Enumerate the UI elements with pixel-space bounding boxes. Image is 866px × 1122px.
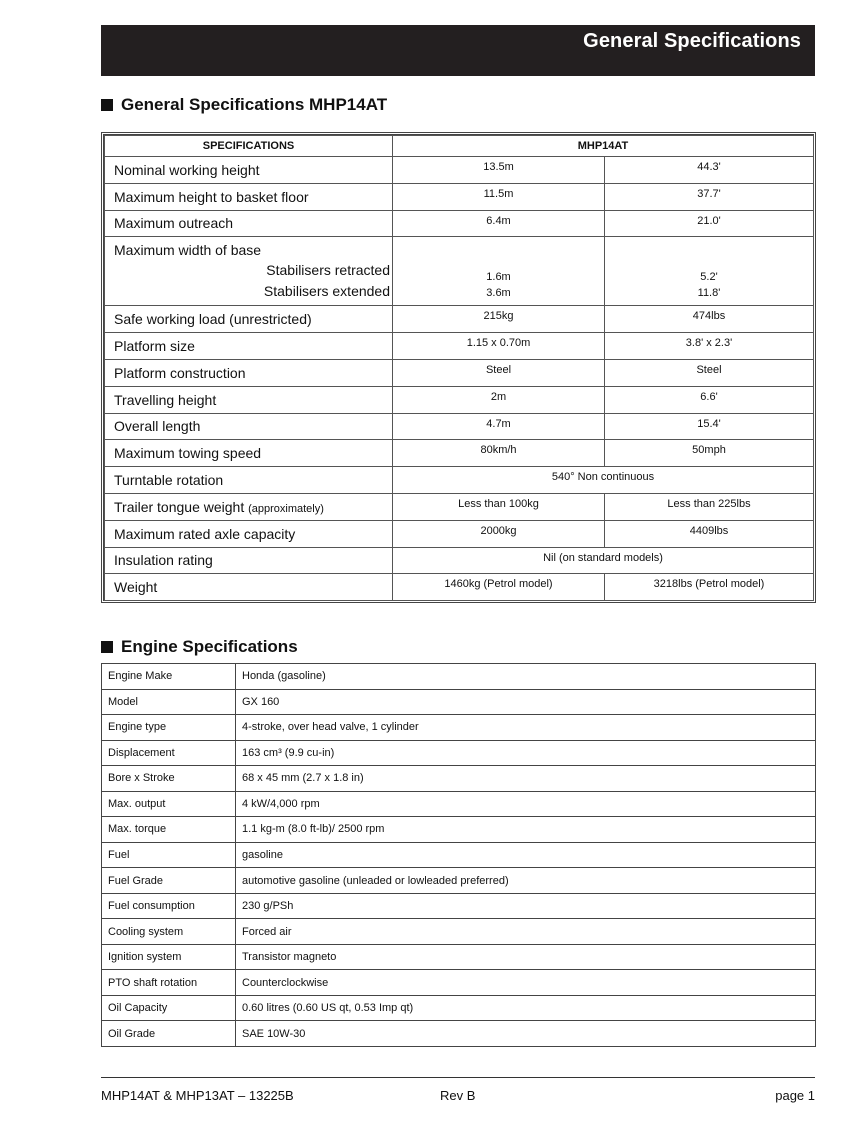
spec-imperial-value: 4409lbs bbox=[605, 520, 814, 547]
spec-imperial-value: 37.7' bbox=[605, 183, 814, 210]
table-row bbox=[105, 440, 814, 467]
table-row bbox=[102, 1021, 816, 1047]
table-row bbox=[102, 970, 816, 996]
spec-metric-value: Steel bbox=[393, 359, 605, 386]
turntable-value: 540° Non continuous bbox=[393, 467, 814, 494]
engine-spec-label: Model bbox=[102, 689, 236, 715]
table-row bbox=[102, 791, 816, 817]
spec-label: Maximum rated axle capacity bbox=[105, 520, 393, 547]
engine-spec-value: automotive gasoline (unleaded or lowleaded preferred) bbox=[236, 868, 816, 894]
width-base-imperial bbox=[605, 237, 814, 306]
retracted-imperial-value: 5.2' bbox=[700, 271, 718, 284]
spec-label: Platform construction bbox=[105, 359, 393, 386]
footer-doc-id: MHP14AT & MHP13AT – 13225B bbox=[101, 1088, 294, 1103]
engine-spec-value: GX 160 bbox=[236, 689, 816, 715]
table-row bbox=[102, 715, 816, 741]
spec-label: Maximum outreach bbox=[105, 210, 393, 237]
page-header-bar bbox=[101, 25, 815, 76]
engine-spec-value: 4 kW/4,000 rpm bbox=[236, 791, 816, 817]
table-row bbox=[105, 547, 814, 574]
engine-spec-label: Fuel bbox=[102, 842, 236, 868]
table-row bbox=[102, 995, 816, 1021]
insulation-value: Nil (on standard models) bbox=[393, 547, 814, 574]
engine-spec-label: Fuel Grade bbox=[102, 868, 236, 894]
spec-imperial-value: 44.3' bbox=[605, 157, 814, 184]
engine-spec-label: Displacement bbox=[102, 740, 236, 766]
spec-label: Travelling height bbox=[105, 386, 393, 413]
spec-label-width-base bbox=[105, 237, 393, 306]
engine-spec-value: 0.60 litres (0.60 US qt, 0.53 Imp qt) bbox=[236, 995, 816, 1021]
general-specs-table bbox=[101, 132, 816, 603]
general-specs-heading bbox=[101, 95, 387, 115]
engine-spec-label: Oil Grade bbox=[102, 1021, 236, 1047]
table-row bbox=[102, 740, 816, 766]
table-row bbox=[102, 919, 816, 945]
table-row bbox=[102, 842, 816, 868]
table-row bbox=[105, 520, 814, 547]
table-row bbox=[105, 157, 814, 184]
engine-spec-label: Cooling system bbox=[102, 919, 236, 945]
spec-imperial-value: Steel bbox=[605, 359, 814, 386]
engine-spec-value: 163 cm³ (9.9 cu-in) bbox=[236, 740, 816, 766]
engine-spec-value: gasoline bbox=[236, 842, 816, 868]
engine-spec-label: Bore x Stroke bbox=[102, 766, 236, 792]
table-row bbox=[105, 306, 814, 333]
table-row bbox=[102, 689, 816, 715]
width-base-label: Maximum width of base bbox=[114, 242, 262, 259]
spec-metric-value: 1.15 x 0.70m bbox=[393, 333, 605, 360]
spec-imperial-value: 50mph bbox=[605, 440, 814, 467]
spec-label: Maximum towing speed bbox=[105, 440, 393, 467]
general-specs-heading-text: General Specifications MHP14AT bbox=[121, 95, 388, 114]
table-row bbox=[105, 183, 814, 210]
engine-spec-value: 4-stroke, over head valve, 1 cylinder bbox=[236, 715, 816, 741]
table-row bbox=[105, 386, 814, 413]
engine-spec-label: Max. output bbox=[102, 791, 236, 817]
table-row bbox=[105, 467, 814, 494]
footer-page-number: page 1 bbox=[775, 1088, 815, 1103]
engine-spec-label: Oil Capacity bbox=[102, 995, 236, 1021]
table-row bbox=[105, 333, 814, 360]
table-row bbox=[102, 944, 816, 970]
col-header-model: MHP14AT bbox=[393, 136, 814, 157]
engine-spec-value: SAE 10W-30 bbox=[236, 1021, 816, 1047]
spec-imperial-value: Less than 225lbs bbox=[605, 493, 814, 520]
engine-spec-value: Honda (gasoline) bbox=[236, 664, 816, 690]
spec-label: Maximum height to basket floor bbox=[105, 183, 393, 210]
engine-spec-label: Ignition system bbox=[102, 944, 236, 970]
table-row bbox=[102, 868, 816, 894]
table-row bbox=[105, 413, 814, 440]
engine-spec-value: Transistor magneto bbox=[236, 944, 816, 970]
extended-imperial-value: 11.8' bbox=[697, 287, 721, 300]
stabilisers-retracted-label: Stabilisers retracted bbox=[266, 262, 390, 279]
tongue-note: (approximately) bbox=[248, 502, 324, 515]
engine-spec-value: 1.1 kg-m (8.0 ft-lb)/ 2500 rpm bbox=[236, 817, 816, 843]
engine-spec-value: 68 x 45 mm (2.7 x 1.8 in) bbox=[236, 766, 816, 792]
engine-spec-label: Fuel consumption bbox=[102, 893, 236, 919]
extended-metric-value: 3.6m bbox=[486, 287, 511, 300]
spec-imperial-value: 6.6' bbox=[605, 386, 814, 413]
engine-spec-value: Forced air bbox=[236, 919, 816, 945]
engine-specs-heading-text: Engine Specifications bbox=[121, 637, 298, 656]
spec-label: Insulation rating bbox=[105, 547, 393, 574]
spec-imperial-value: 21.0' bbox=[605, 210, 814, 237]
spec-label: Platform size bbox=[105, 333, 393, 360]
engine-spec-value: 230 g/PSh bbox=[236, 893, 816, 919]
table-row-width-base bbox=[105, 237, 814, 306]
table-row bbox=[105, 493, 814, 520]
spec-label: Turntable rotation bbox=[105, 467, 393, 494]
engine-spec-value: Counterclockwise bbox=[236, 970, 816, 996]
table-row bbox=[102, 664, 816, 690]
spec-label: Weight bbox=[105, 574, 393, 601]
spec-metric-value: 6.4m bbox=[393, 210, 605, 237]
spec-label: Nominal working height bbox=[105, 157, 393, 184]
tongue-label: Trailer tongue weight bbox=[114, 498, 245, 515]
spec-imperial-value: 474lbs bbox=[605, 306, 814, 333]
spec-metric-value: Less than 100kg bbox=[393, 493, 605, 520]
stabilisers-extended-label: Stabilisers extended bbox=[263, 283, 390, 300]
table-row bbox=[105, 359, 814, 386]
spec-imperial-value: 15.4' bbox=[605, 413, 814, 440]
page-header-title: General Specifications bbox=[583, 30, 801, 52]
spec-metric-value: 13.5m bbox=[393, 157, 605, 184]
spec-metric-value: 1460kg (Petrol model) bbox=[393, 574, 605, 601]
table-row bbox=[102, 893, 816, 919]
bullet-square-icon bbox=[101, 99, 113, 111]
bullet-square-icon bbox=[101, 641, 113, 653]
spec-metric-value: 215kg bbox=[393, 306, 605, 333]
table-row bbox=[102, 766, 816, 792]
spec-metric-value: 80km/h bbox=[393, 440, 605, 467]
spec-label: Overall length bbox=[105, 413, 393, 440]
col-header-specifications: SPECIFICATIONS bbox=[105, 136, 393, 157]
engine-spec-label: Max. torque bbox=[102, 817, 236, 843]
table-row bbox=[105, 210, 814, 237]
width-base-metric bbox=[393, 237, 605, 306]
spec-metric-value: 4.7m bbox=[393, 413, 605, 440]
engine-spec-label: PTO shaft rotation bbox=[102, 970, 236, 996]
spec-label: Safe working load (unrestricted) bbox=[105, 306, 393, 333]
retracted-metric-value: 1.6m bbox=[486, 271, 511, 284]
table-row bbox=[105, 574, 814, 601]
engine-spec-label: Engine Make bbox=[102, 664, 236, 690]
engine-specs-heading bbox=[101, 637, 298, 657]
spec-imperial-value: 3.8' x 2.3' bbox=[605, 333, 814, 360]
engine-specs-table bbox=[101, 663, 816, 1047]
footer-rule bbox=[101, 1077, 815, 1078]
table-header-row bbox=[105, 136, 814, 157]
spec-imperial-value: 3218lbs (Petrol model) bbox=[605, 574, 814, 601]
spec-metric-value: 2000kg bbox=[393, 520, 605, 547]
engine-spec-label: Engine type bbox=[102, 715, 236, 741]
spec-metric-value: 11.5m bbox=[393, 183, 605, 210]
table-row bbox=[102, 817, 816, 843]
footer-revision: Rev B bbox=[440, 1088, 476, 1103]
spec-label-tongue bbox=[105, 493, 393, 520]
spec-metric-value: 2m bbox=[393, 386, 605, 413]
